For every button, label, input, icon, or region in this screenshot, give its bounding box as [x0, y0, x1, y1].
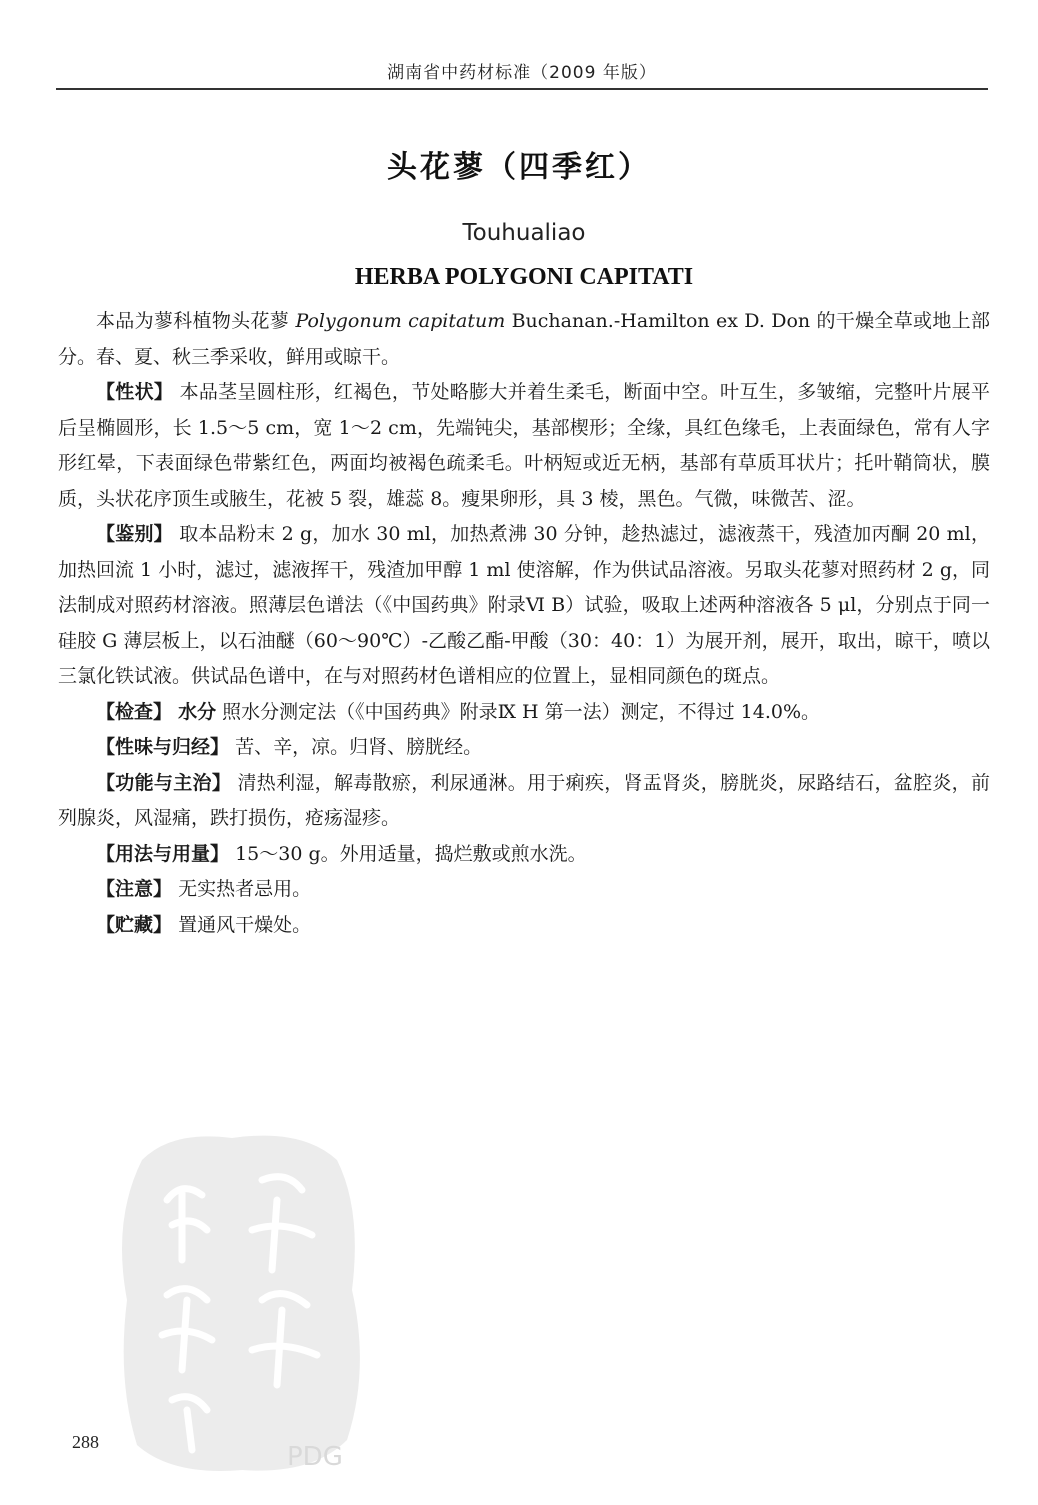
seal-stone-shape — [122, 1136, 360, 1471]
section-label: 【用法与用量】 — [96, 842, 230, 865]
section-label: 【检查】 — [96, 700, 173, 723]
watermark-seal — [112, 1120, 374, 1480]
section-text: 取本品粉末 2 g，加水 30 ml，加热煮沸 30 分钟，趁热滤过，滤液蒸干，残渣加丙酮 20 ml，加热回流 1 小时，滤过，滤液挥干，残渣加甲醇 1 ml 使溶解，作为供试品溶液。另取头花蓼对照药材 2 g，同法制成对照药材溶液。照薄层色谱法（《中国药典》附录Ⅵ B）试验，吸取上述两种溶液各 5 μl，分别点于同一硅胶 G 薄层板上，以石油醚（60～90℃）-乙酸乙酯-甲酸（30：40：1）为展开剂，展开，取出，晾干，喷以三氯化铁试液。供试品色谱中，在与对照药材色谱相应的位置上，显相同颜色的斑点。 — [58, 523, 990, 687]
section-label: 【性味与归经】 — [96, 736, 230, 758]
section-text: 苦、辛，凉。归肾、膀胱经。 — [235, 736, 483, 758]
section-label: 【鉴别】 — [96, 523, 173, 545]
section-xingzhuang — [58, 375, 990, 517]
section-label: 【贮藏】 — [96, 913, 173, 936]
pinyin-name: Touhualiao — [462, 220, 586, 246]
section-text: 15～30 g。外用适量，捣烂敷或煎水洗。 — [235, 842, 587, 865]
page-title: 头花蓼（四季红） — [387, 150, 651, 185]
section-text: 无实热者忌用。 — [178, 878, 312, 900]
section-yongfa — [58, 837, 990, 873]
watermark-text: PDG — [287, 1442, 343, 1472]
section-text: 清热利湿，解毒散瘀，利尿通淋。用于痢疾，肾盂肾炎，膀胱炎，尿路结石，盆腔炎，前列腺炎，风湿痛，跌打损伤，疮疡湿疹。 — [58, 771, 990, 829]
running-header: 湖南省中药材标准（2009 年版） — [387, 63, 657, 83]
section-gongneng — [58, 766, 990, 837]
section-label: 【注意】 — [96, 878, 173, 900]
section-zhuyi — [58, 872, 990, 908]
section-text: 置通风干燥处。 — [178, 913, 312, 936]
section-zhucang — [58, 908, 990, 944]
section-label: 【功能与主治】 — [96, 771, 232, 794]
intro-before: 本品为蓼科植物头花蓼 — [96, 310, 296, 332]
section-jianbie — [58, 517, 990, 695]
section-label: 【性状】 — [96, 381, 174, 403]
page-number: 288 — [72, 1432, 99, 1452]
intro-paragraph — [58, 304, 990, 375]
section-xingwei — [58, 730, 990, 766]
header-rule — [56, 88, 988, 90]
section-sublabel: 水分 — [178, 700, 217, 723]
species-name: Polygonum capitatum — [295, 310, 506, 332]
intro-after: Buchanan.-Hamilton ex D. Don 的干燥全草或地上部分。春、夏、秋三季采收，鲜用或晾干。 — [58, 310, 990, 368]
section-jiancha — [58, 695, 990, 731]
section-text: 本品茎呈圆柱形，红褐色，节处略膨大并着生柔毛，断面中空。叶互生，多皱缩，完整叶片展平后呈椭圆形，长 1.5～5 cm，宽 1～2 cm，先端钝尖，基部楔形；全缘，具红色缘毛，上表面绿色，常有人字形红晕，下表面绿色带紫红色，两面均被褐色疏柔毛。叶柄短或近无柄，基部有草质耳状片；托叶鞘筒状，膜质，头状花序顶生或腋生，花被 5 裂，雄蕊 8。瘦果卵形，具 3 棱，黑色。气微，味微苦、涩。 — [58, 381, 990, 510]
monograph-body — [58, 304, 990, 943]
section-text: 照水分测定法（《中国药典》附录Ⅸ H 第一法）测定，不得过 14.0%。 — [222, 700, 821, 723]
latin-name: HERBA POLYGONI CAPITATI — [354, 264, 694, 290]
